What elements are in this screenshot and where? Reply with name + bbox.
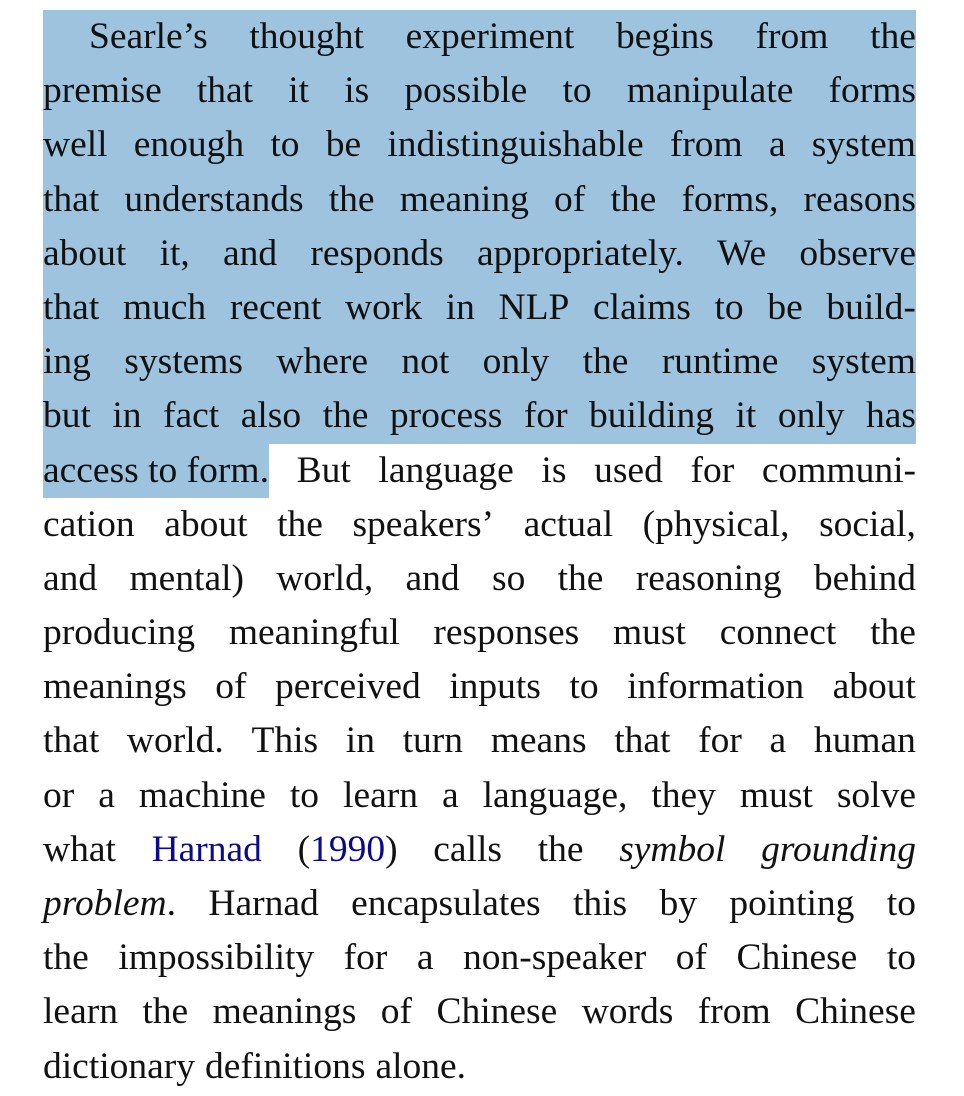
text-line xyxy=(43,552,916,606)
body-text: human xyxy=(813,720,916,762)
highlighted-text: forms xyxy=(829,64,917,118)
text-line xyxy=(43,769,916,823)
body-text: behind xyxy=(813,557,916,599)
body-text: actual xyxy=(523,503,614,545)
body-text: about xyxy=(832,666,916,708)
highlighted-text: to xyxy=(715,281,744,335)
highlighted-text: enough xyxy=(134,118,244,172)
text-line xyxy=(43,173,916,227)
text-line xyxy=(43,227,916,281)
highlighted-text: the xyxy=(323,389,369,443)
text-line xyxy=(43,389,916,443)
body-text: the xyxy=(142,991,189,1033)
body-text: used xyxy=(594,449,663,491)
body-text: non-speaker xyxy=(463,937,647,979)
highlighted-text: observe xyxy=(799,227,916,281)
highlighted-text: where xyxy=(276,335,368,389)
body-text: that xyxy=(43,720,100,762)
text-line xyxy=(43,985,916,1039)
body-text: definitions xyxy=(205,1045,366,1087)
highlighted-text: is xyxy=(344,64,369,118)
highlighted-text: system xyxy=(812,335,916,389)
highlighted-text: a xyxy=(769,118,786,172)
body-text: cation xyxy=(43,503,135,545)
text-line xyxy=(43,877,916,931)
text-line xyxy=(43,10,916,64)
highlighted-text: be xyxy=(326,118,361,172)
text-line xyxy=(43,281,916,335)
body-text: a xyxy=(769,720,787,762)
highlighted-text: experiment xyxy=(406,10,575,64)
body-text: the xyxy=(557,557,604,599)
text-line xyxy=(43,1040,916,1094)
body-text: means xyxy=(490,720,587,762)
highlighted-text: that xyxy=(43,173,99,227)
body-text: or xyxy=(43,774,75,816)
body-text: Chinese xyxy=(736,937,858,979)
highlighted-text: to xyxy=(270,118,299,172)
emphasis-term: problem. xyxy=(43,883,176,924)
body-text: must xyxy=(739,774,813,816)
body-text: pointing xyxy=(729,883,855,924)
body-text: of xyxy=(215,666,247,708)
highlighted-text: from xyxy=(756,10,829,64)
highlighted-text: the xyxy=(583,335,629,389)
text-line xyxy=(43,714,916,768)
body-text: responses xyxy=(433,612,580,654)
body-text: from xyxy=(697,991,771,1033)
body-text: to xyxy=(886,937,916,979)
body-text: social, xyxy=(819,503,916,545)
body-text: this xyxy=(572,883,628,924)
highlighted-text: possible xyxy=(404,64,527,118)
body-text: that xyxy=(614,720,671,762)
body-text: words xyxy=(581,991,674,1033)
highlighted-text: Searle’s xyxy=(89,10,208,64)
body-text: Chinese xyxy=(436,991,558,1033)
highlighted-text: responds xyxy=(310,227,443,281)
body-text: by xyxy=(659,883,698,924)
body-text: the xyxy=(537,828,584,870)
text-line xyxy=(43,444,916,498)
highlighted-text: recent xyxy=(230,281,322,335)
body-text: the xyxy=(277,503,323,545)
highlighted-text: process xyxy=(390,389,502,443)
emphasis-term: symbol xyxy=(619,828,726,870)
highlighted-text: meaning xyxy=(400,173,529,227)
body-text: they xyxy=(651,774,716,816)
body-text: for xyxy=(690,449,735,491)
citation-year-link[interactable]: (1990) xyxy=(297,828,398,870)
body-text: alone. xyxy=(375,1045,467,1087)
body-text: Chinese xyxy=(795,991,916,1033)
body-text: to xyxy=(569,666,599,708)
highlighted-text: NLP xyxy=(499,281,570,335)
body-text: encapsulates xyxy=(351,883,541,924)
highlighted-text: building xyxy=(589,389,714,443)
text-line xyxy=(43,660,916,714)
highlighted-text: thought xyxy=(249,10,364,64)
highlighted-text: and xyxy=(223,227,277,281)
highlighted-text: access to form. xyxy=(43,444,269,498)
text-line xyxy=(43,606,916,660)
highlighted-text: the xyxy=(870,10,916,64)
text-line xyxy=(43,118,916,172)
highlighted-text: understands xyxy=(124,173,303,227)
body-text: mental) xyxy=(129,557,245,599)
body-text: world, xyxy=(276,557,374,599)
body-text: solve xyxy=(836,774,916,816)
highlighted-text: well xyxy=(43,118,108,172)
body-text: perceived xyxy=(274,666,421,708)
body-text: is xyxy=(541,449,567,491)
body-text: so xyxy=(491,557,526,599)
highlighted-text: build- xyxy=(826,281,916,335)
body-text: connect xyxy=(719,612,837,654)
highlighted-text: appropriately. xyxy=(477,227,684,281)
highlighted-text: but xyxy=(43,389,91,443)
highlighted-text: to xyxy=(562,64,591,118)
body-text: world. xyxy=(126,720,224,762)
highlighted-text: it, xyxy=(160,227,190,281)
body-text: language xyxy=(378,449,514,491)
highlighted-text: ing xyxy=(43,335,91,389)
highlighted-text: system xyxy=(812,118,916,172)
body-text: the xyxy=(43,937,89,979)
body-text: a xyxy=(416,937,434,979)
paper-paragraph xyxy=(43,10,916,1094)
body-text: Harnad xyxy=(208,883,319,924)
highlighted-text: much xyxy=(123,281,206,335)
highlighted-text: begins xyxy=(616,10,714,64)
highlighted-text: only xyxy=(483,335,550,389)
highlighted-text: in xyxy=(112,389,141,443)
body-text: (physical, xyxy=(642,503,790,545)
text-line xyxy=(43,64,916,118)
highlighted-text: claims xyxy=(593,281,691,335)
highlighted-text: We xyxy=(717,227,766,281)
highlighted-text: the xyxy=(329,173,375,227)
body-text: learn xyxy=(343,774,418,816)
highlighted-text: fact xyxy=(163,389,219,443)
text-line xyxy=(43,931,916,985)
highlighted-text: reasons xyxy=(804,173,916,227)
body-text: for xyxy=(343,937,388,979)
body-text: and xyxy=(405,557,460,599)
body-text: meanings xyxy=(43,666,187,708)
highlighted-text: premise xyxy=(43,64,162,118)
highlighted-text: systems xyxy=(124,335,243,389)
highlighted-text: runtime xyxy=(662,335,779,389)
body-text: of xyxy=(380,991,413,1033)
body-text: But xyxy=(296,449,351,491)
body-text: meaningful xyxy=(228,612,400,654)
highlighted-text: it xyxy=(288,64,309,118)
body-text: in xyxy=(345,720,375,762)
body-text: learn xyxy=(43,991,118,1033)
body-text: dictionary xyxy=(43,1045,196,1087)
highlighted-text: also xyxy=(241,389,301,443)
highlighted-text: of xyxy=(554,173,585,227)
body-text: machine xyxy=(138,774,266,816)
body-text: to xyxy=(886,883,916,924)
body-text: meanings xyxy=(212,991,357,1033)
citation-author-link[interactable]: Harnad xyxy=(151,828,262,870)
highlighted-text: manipulate xyxy=(627,64,794,118)
emphasis-term: grounding xyxy=(761,828,916,870)
highlighted-text: not xyxy=(401,335,449,389)
body-text: communi- xyxy=(761,449,916,491)
body-text: turn xyxy=(402,720,464,762)
highlighted-text: forms, xyxy=(681,173,778,227)
highlighted-text: has xyxy=(866,389,916,443)
body-text: of xyxy=(675,937,708,979)
body-text: to xyxy=(289,774,320,816)
highlighted-text: from xyxy=(670,118,743,172)
body-text: information xyxy=(627,666,805,708)
body-text: for xyxy=(698,720,742,762)
body-text: reasoning xyxy=(635,557,782,599)
body-text: must xyxy=(613,612,686,654)
body-text: calls xyxy=(433,828,503,870)
body-text: producing xyxy=(43,612,196,654)
text-line xyxy=(43,498,916,552)
highlighted-text: work xyxy=(345,281,422,335)
body-text: language, xyxy=(482,774,628,816)
body-text: speakers’ xyxy=(352,503,495,545)
highlighted-text: in xyxy=(446,281,475,335)
highlighted-text: be xyxy=(767,281,802,335)
body-text: the xyxy=(870,612,916,654)
highlighted-text: the xyxy=(610,173,656,227)
highlighted-text: only xyxy=(778,389,845,443)
body-text: This xyxy=(251,720,319,762)
body-text: a xyxy=(441,774,459,816)
highlighted-text: it xyxy=(736,389,757,443)
highlighted-text: about xyxy=(43,227,126,281)
highlighted-text: for xyxy=(524,389,568,443)
body-text: a xyxy=(98,774,115,816)
body-text: inputs xyxy=(449,666,541,708)
body-text: impossibility xyxy=(118,937,315,979)
body-text: what xyxy=(43,828,116,870)
body-text: and xyxy=(43,557,98,599)
body-text: about xyxy=(164,503,248,545)
highlighted-text: that xyxy=(43,281,99,335)
text-line xyxy=(43,335,916,389)
highlighted-text: indistinguishable xyxy=(387,118,643,172)
text-line xyxy=(43,823,916,877)
highlighted-text: that xyxy=(197,64,253,118)
